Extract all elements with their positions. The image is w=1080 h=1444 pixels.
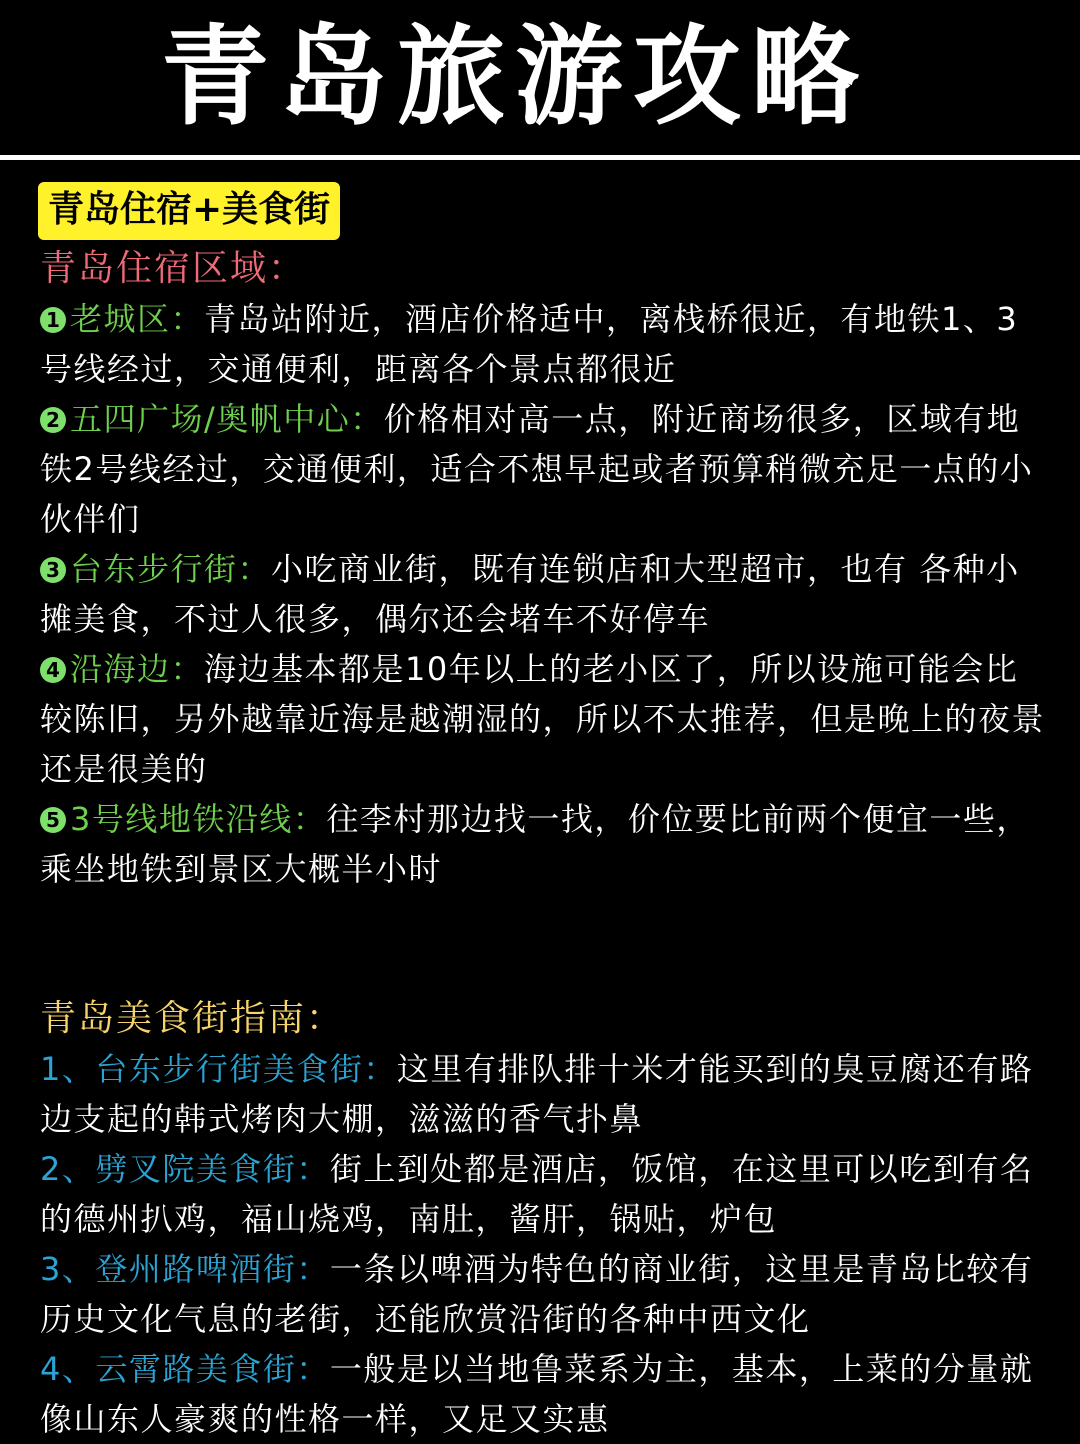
food-item-text: 一条以啤酒为特色的商业街，这里是青岛比较有历史文化气息的老街，还能欣赏沿街的各种中西文化 [40, 1250, 1034, 1338]
lodging-item-label: 沿海边： [70, 650, 205, 688]
food-item [40, 1044, 1045, 1144]
lodging-item-text: 小吃商业街，既有连锁店和大型超市，也有 各种小摊美食，不过人很多，偶尔还会堵车不好停车 [40, 550, 1020, 638]
lodging-item-label: 台东步行街： [70, 550, 272, 588]
food-item [40, 1144, 1045, 1244]
number-badge-icon: 5 [40, 807, 66, 833]
lodging-item [40, 644, 1045, 794]
lodging-item-text: 青岛站附近，酒店价格适中，离栈桥很近，有地铁1、3号线经过，交通便利，距离各个景点都很近 [40, 300, 1019, 388]
food-item-label: 1、台东步行街美食街： [40, 1050, 397, 1088]
number-badge-icon: 3 [40, 557, 66, 583]
food-item [40, 1344, 1045, 1444]
section-badge: 青岛住宿+美食街 [38, 182, 340, 240]
lodging-item [40, 794, 1045, 894]
food-item-label: 3、登州路啤酒街： [40, 1250, 330, 1288]
food-item-label: 4、云霄路美食街： [40, 1350, 330, 1388]
food-item-label: 2、劈叉院美食街： [40, 1150, 330, 1188]
title-divider [0, 155, 1080, 160]
lodging-item-text: 价格相对高一点，附近商场很多，区域有地铁2号线经过，交通便利，适合不想早起或者预算稍微充足一点的小伙伴们 [40, 400, 1034, 538]
number-badge-icon: 2 [40, 407, 66, 433]
lodging-item [40, 394, 1045, 544]
food-heading: 青岛美食街指南： [40, 998, 345, 1039]
food-item-text: 一般是以当地鲁菜系为主，基本，上菜的分量就像山东人豪爽的性格一样，又足又实惠 [40, 1350, 1034, 1438]
lodging-item [40, 544, 1045, 644]
food-item-text: 这里有排队排十米才能买到的臭豆腐还有路边支起的韩式烤肉大棚，滋滋的香气扑鼻 [40, 1050, 1034, 1138]
number-badge-icon: 4 [40, 657, 66, 683]
page-title: 青岛旅游攻略 [160, 15, 869, 140]
lodging-item-text: 往李村那边找一找，价位要比前两个便宜一些，乘坐地铁到景区大概半小时 [40, 800, 1030, 888]
lodging-item-label: 3号线地铁沿线： [70, 800, 327, 838]
article-body [40, 244, 1045, 1444]
lodging-item-label: 五四广场/奥帆中心： [70, 400, 384, 438]
food-item-text: 街上到处都是酒店，饭馆，在这里可以吃到有名的德州扒鸡，福山烧鸡，南肚，酱肝，锅贴，炉包 [40, 1150, 1034, 1238]
lodging-item-text: 海边基本都是10年以上的老小区了，所以设施可能会比较陈旧，另外越靠近海是越潮湿的，所以不太推荐，但是晚上的夜景还是很美的 [40, 650, 1046, 788]
lodging-item [40, 294, 1045, 394]
lodging-item-label: 老城区： [70, 300, 205, 338]
food-item [40, 1244, 1045, 1344]
lodging-heading: 青岛住宿区域： [40, 248, 307, 289]
number-badge-icon: 1 [40, 307, 66, 333]
